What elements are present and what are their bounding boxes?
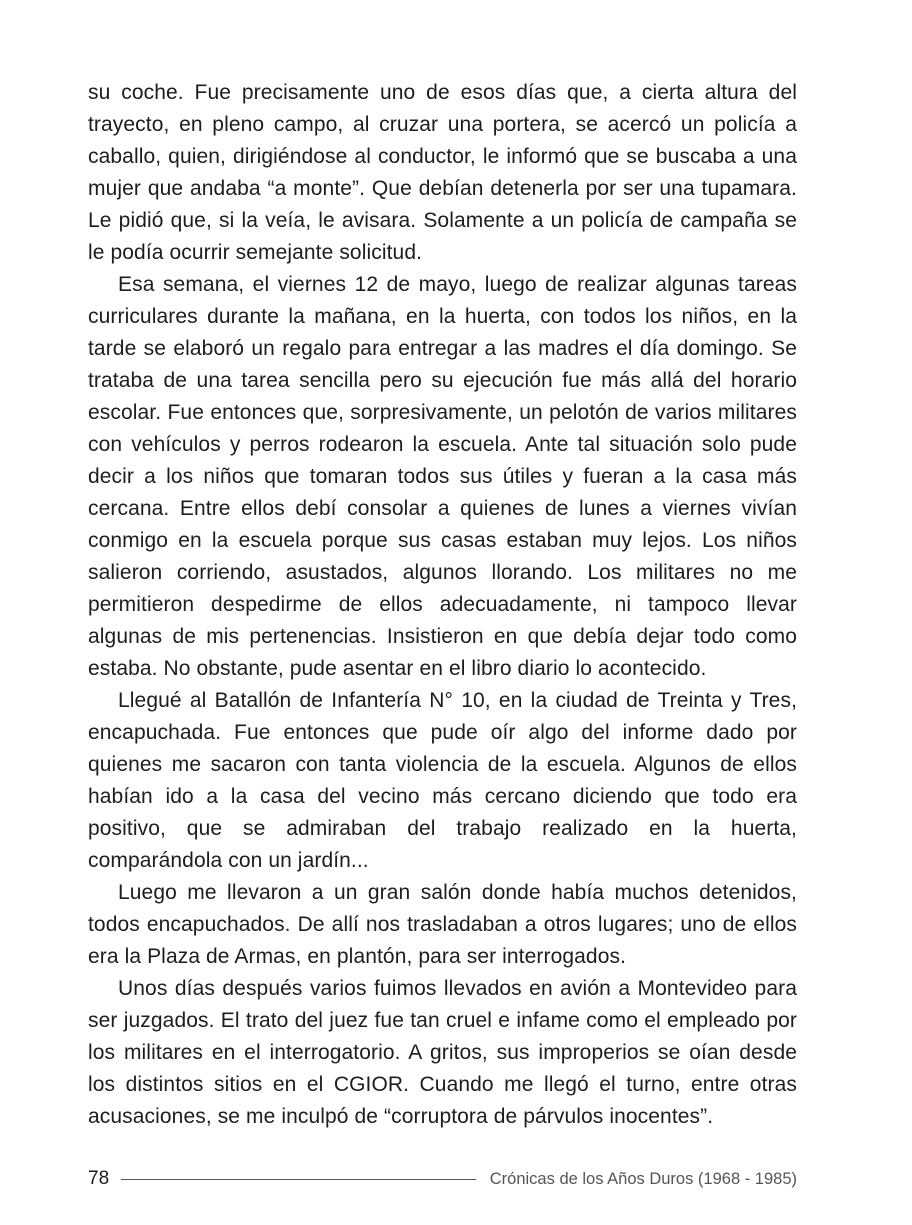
page-number: 78 (88, 1168, 110, 1189)
paragraph: su coche. Fue precisamente uno de esos días que, a cierta altura del trayecto, en pleno campo, al cruzar una portera, se acercó un policía a caballo, quien, dirigiéndose al conductor, le informó que se buscaba a una mujer que andaba “a monte”. Que debían detenerla por ser una tupamara. Le pidió que, si la veía, le avisara. Solamente a un policía de campaña se le podía ocurrir semejante solicitud. (88, 81, 797, 264)
page-footer (88, 1166, 797, 1192)
paragraph: Luego me llevaron a un gran salón donde había muchos detenidos, todos encapuchados. De allí nos trasladaban a otros lugares; uno de ellos era la Plaza de Armas, en plantón, para ser interrogados. (88, 881, 797, 968)
running-title: Crónicas de los Años Duros (1968 - 1985) (489, 1169, 797, 1188)
paragraph: Llegué al Batallón de Infantería N° 10, en la ciudad de Treinta y Tres, encapuchada. Fue entonces que pude oír algo del informe dado por quienes me sacaron con tanta violencia de la escuela. Algunos de ellos habían ido a la casa del vecino más cercano diciendo que todo era positivo, que se admiraban del trabajo realizado en la huerta, comparándola con un jardín... (88, 689, 797, 872)
footer-rule (121, 1179, 476, 1180)
paragraph: Esa semana, el viernes 12 de mayo, luego de realizar algunas tareas curriculares durante la mañana, en la huerta, con todos los niños, en la tarde se elaboró un regalo para entregar a las madres el día domingo. Se trataba de una tarea sencilla pero su ejecución fue más allá del horario escolar. Fue entonces que, sorpresivamente, un pelotón de varios militares con vehículos y perros rodearon la escuela. Ante tal situación solo pude decir a los niños que tomaran todos sus útiles y fueran a la casa más cercana. Entre ellos debí consolar a quienes de lunes a viernes vivían conmigo en la escuela porque sus casas estaban muy lejos. Los niños salieron corriendo, asustados, algunos llorando. Los militares no me permitieron despedirme de ellos adecuadamente, ni tampoco llevar algunas de mis pertenencias. Insistieron en que debía dejar todo como estaba. No obstante, pude asentar en el libro diario lo acontecido. (88, 273, 797, 680)
paragraph: Unos días después varios fuimos llevados en avión a Montevideo para ser juzgados. El trato del juez fue tan cruel e infame como el empleado por los militares en el interrogatorio. A gritos, sus improperios se oían desde los distintos sitios en el CGIOR. Cuando me llegó el turno, entre otras acusaciones, se me inculpó de “corruptora de párvulos inocentes”. (88, 977, 797, 1128)
page-body (88, 77, 797, 1133)
